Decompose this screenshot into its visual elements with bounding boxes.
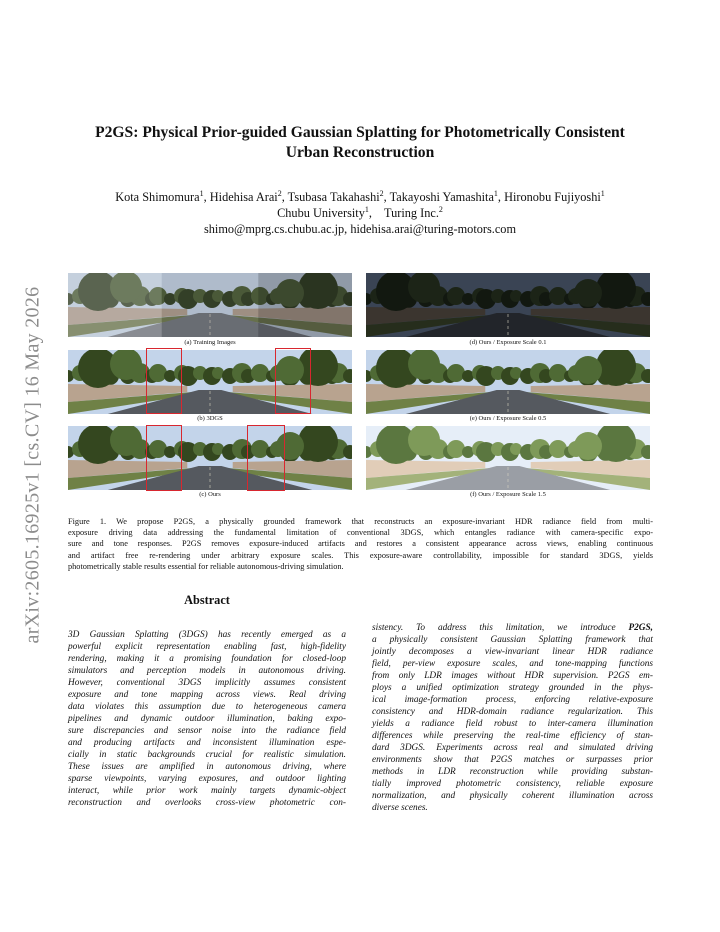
panel-exposure-0-1 — [366, 273, 650, 337]
abstract-line: diverse scenes. — [372, 803, 428, 813]
abstract-line: jointly decomposes a view-invariant linear HDR radiance — [372, 647, 653, 657]
author-affiliation-mark: 1 — [493, 188, 498, 198]
abstract-line: data violates this assumption due to heterogeneous camera — [68, 702, 346, 712]
panel-label: (c) Ours — [199, 491, 221, 498]
abstract-line: field, per-view exposure scales, and tone-mapping functions — [372, 659, 653, 669]
author-emails: shimo@mprg.cs.chubu.ac.jp, hidehisa.arai@turing-motors.com — [203, 222, 517, 236]
author-list: Kota Shimomura$^1$, Hidehisa Arai$^2$, Tsubasa Takahashi$^2$, Takayoshi Yamashita$^1$, Hironobu Fujiyoshi$^1$ — [115, 188, 605, 204]
highlight-box — [146, 425, 182, 491]
affiliation-list: Chubu University$^1$, Turing Inc.$^2$ — [277, 204, 443, 220]
street-scene-image — [68, 273, 352, 337]
abstract-line: from only LDR images without HDR supervision. P2GS em- — [372, 671, 653, 681]
abstract-line: reconstruction and overlooks cross-view photometric con- — [68, 798, 346, 808]
affiliation-mark: 2 — [438, 204, 443, 214]
author-name: Takayoshi Yamashita — [389, 190, 494, 204]
figure-caption — [68, 516, 653, 572]
highlight-box — [247, 425, 285, 491]
caption-line: and artifact free re-rendering under arbitrary exposure scales. This exposure-aware controllability, impossible for standard 3DGS, yields — [68, 550, 653, 560]
panel-label: (f) Ours / Exposure Scale 1.5 — [470, 491, 546, 498]
abstract-line: methods in LDR reconstruction while providing substan- — [372, 767, 653, 777]
abstract-line: interact, while prior work mainly targets dynamic-object — [68, 786, 346, 796]
abstract-line: consistency and HDR-domain radiance regularization. This — [372, 707, 653, 717]
abstract-line: 3D Gaussian Splatting (3DGS) has recently emerged as a — [68, 630, 346, 640]
author-affiliation-mark: 2 — [379, 188, 384, 198]
arxiv-stamp — [18, 255, 48, 675]
caption-line: Figure 1. We propose P2GS, a physically grounded framework that reconstructs an exposure-invariant HDR radiance field from multi- — [68, 517, 653, 526]
street-scene-image — [366, 350, 650, 414]
abstract-line: However, conventional 3DGS implicitly assumes consistent — [68, 678, 346, 688]
abstract-line: sparse viewpoints, varying exposures, and outdoor lighting — [68, 774, 346, 784]
abstract-right-column — [372, 622, 653, 814]
panel-ours — [68, 426, 352, 490]
abstract-line: differences while preserving the real-time efficiency of stan- — [372, 731, 653, 741]
caption-line: sure and tone responses. P2GS removes exposure-induced artifacts and restores a consistent appearance across views, enabling continuous — [68, 539, 653, 549]
panel-exposure-0-5 — [366, 350, 650, 414]
abstract-line: and producing artifacts and inconsistent illumination espe- — [68, 738, 346, 748]
caption-line: photometrically stable results essential for reliable autonomous-driving simulation. — [68, 561, 344, 571]
arxiv-stamp-text: arXiv:2605.16925v1 [cs.CV] 16 May 2026 — [21, 286, 44, 644]
abstract-line: ical image-formation process, enforcing relative-exposure — [372, 695, 653, 705]
affiliation-name: Turing Inc. — [384, 206, 439, 220]
panel-training-images — [68, 273, 352, 337]
abstract-line: simulators and perception models in autonomous driving. — [68, 666, 346, 676]
author-affiliation-mark: 1 — [600, 188, 605, 198]
abstract-line: tially improved photometric consistency, reliable exposure — [372, 779, 653, 789]
abstract-line: normalization, and physically coherent illumination across — [372, 791, 653, 801]
author-affiliation-mark: 2 — [277, 188, 282, 198]
author-name: Kota Shimomura — [115, 190, 200, 204]
caption-line: exposure driving data addressing the fundamental limitation of conventional 3DGS, which entangles radiance with camera-specific expo- — [68, 528, 653, 538]
panel-label: (a) Training Images — [184, 339, 236, 346]
abstract-line: ploys a unified optimization strategy grounded in the phys- — [372, 683, 653, 693]
panel-exposure-1-5 — [366, 426, 650, 490]
panel-label: (d) Ours / Exposure Scale 0.1 — [469, 339, 547, 346]
abstract-line: dard 3DGS. Experiments across real and simulated driving — [372, 743, 653, 753]
highlight-box — [275, 348, 311, 414]
method-name-emphasis: P2GS, — [628, 623, 653, 633]
abstract-line: a physically consistent Gaussian Splatting framework that — [372, 635, 653, 645]
abstract-line: environments show that P2GS matches or surpasses prior — [372, 755, 653, 765]
abstract-left-column — [68, 629, 346, 809]
abstract-line: exposure and tone mapping across views. Real driving — [68, 690, 346, 700]
abstract-line: sistency. To address this limitation, we introduce P2GS, — [372, 623, 653, 633]
figure-1 — [68, 273, 652, 503]
abstract-line: powerful explicit representation enabling fast, high-fidelity — [68, 642, 346, 652]
street-scene-image — [366, 273, 650, 337]
affiliation-name: Chubu University — [277, 206, 365, 220]
author-name: Hidehisa Arai — [209, 190, 278, 204]
abstract-line: cially in static backgrounds crucial for realistic simulation. — [68, 750, 346, 760]
abstract-line: pipelines and dynamic outdoor illumination, baking expo- — [68, 714, 346, 724]
paper-title — [60, 123, 660, 163]
highlight-box — [146, 348, 182, 414]
affiliation-mark: 1 — [364, 204, 369, 214]
paper-title-line-1: P2GS: Physical Prior-guided Gaussian Splatting for Photometrically Consistent — [95, 124, 625, 141]
author-name: Hironobu Fujiyoshi — [504, 190, 601, 204]
street-scene-image — [68, 426, 352, 490]
author-affiliation-mark: 1 — [199, 188, 204, 198]
abstract-heading: Abstract — [184, 593, 230, 607]
abstract-line: These issues are amplified in autonomous driving, where — [68, 762, 346, 772]
panel-label: (b) 3DGS — [197, 415, 223, 422]
street-scene-image — [366, 426, 650, 490]
abstract-line: sure discrepancies and sensor noise into the radiance field — [68, 726, 346, 736]
paper-title-line-2: Urban Reconstruction — [285, 144, 435, 161]
panel-label: (e) Ours / Exposure Scale 0.5 — [469, 415, 547, 422]
abstract-line: rendering, making it a promising foundation for closed-loop — [68, 654, 346, 664]
author-name: Tsubasa Takahashi — [287, 190, 380, 204]
author-block — [60, 189, 660, 237]
abstract-line: yields a radiance field robust to inter-camera illumination — [372, 719, 653, 729]
